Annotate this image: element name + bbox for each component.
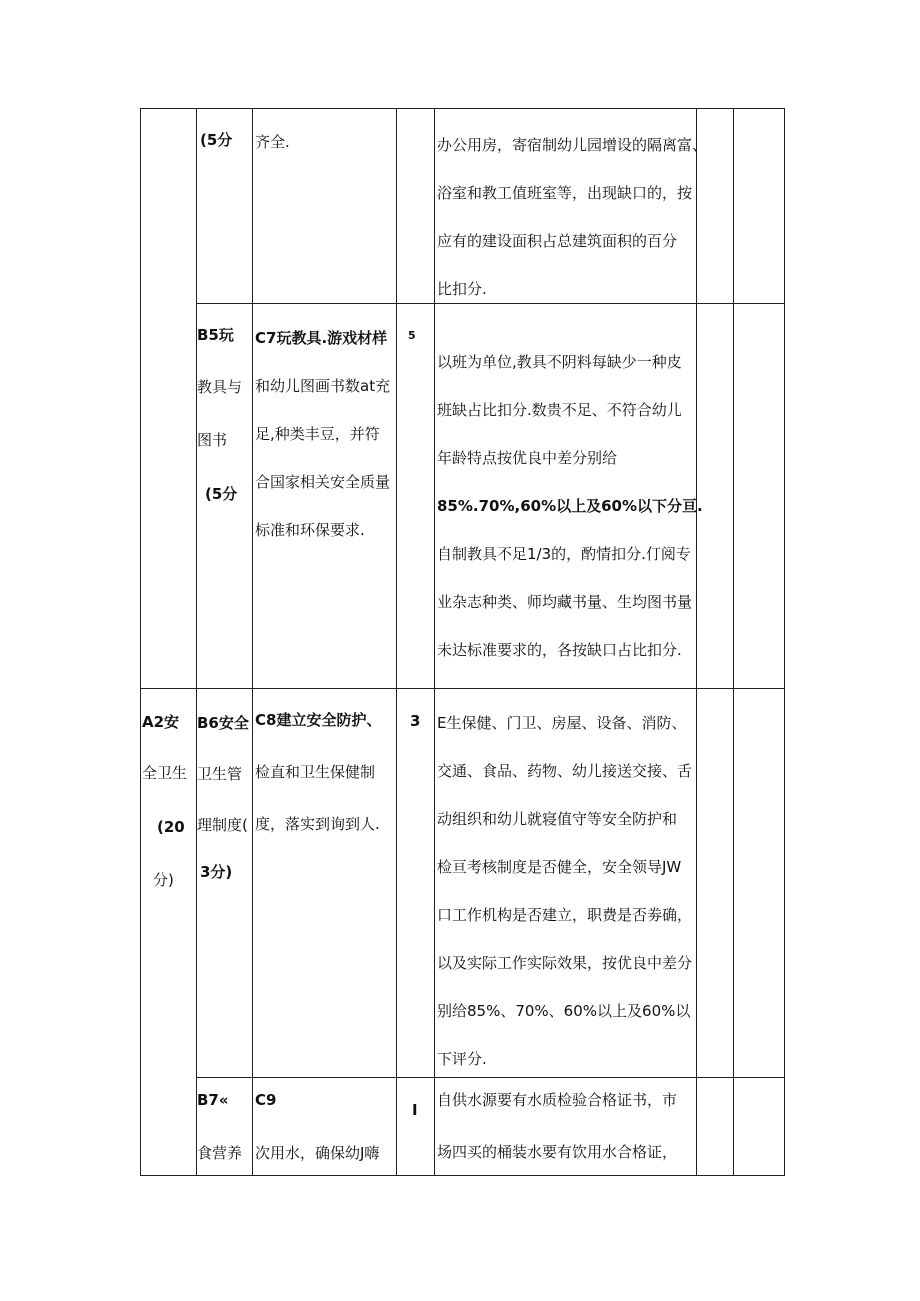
cell-c-line: 合国家相关安全质量	[255, 473, 391, 491]
cell-b-line: 食营养	[197, 1144, 243, 1162]
cell-a-line: 全卫生	[142, 764, 188, 782]
cell-d-line: 自供水源要有水质检验合格证书，市	[437, 1091, 678, 1109]
cell-d-line: 业杂志种类、师均藏书量、生均图书量	[437, 593, 693, 611]
cell-d-line: 浴室和教工值班室等，出现缺口的，按	[437, 184, 693, 202]
table-col-line	[252, 108, 253, 1176]
table-col-line	[733, 108, 734, 1176]
cell-a-line: A2安	[142, 713, 180, 731]
cell-b-line: 3分)	[200, 863, 233, 881]
table-col-line	[434, 108, 435, 1176]
cell-b-line: B7«	[197, 1091, 229, 1109]
cell-d-line: 自制教具不足1/3的，酌情扣分.仃阅专	[437, 545, 691, 563]
cell-b-line: 理制度(	[197, 816, 248, 834]
cell-c-line: 足,种类丰豆，并符	[255, 425, 380, 443]
table-col-line	[396, 108, 397, 1176]
cell-d-line: 口工作机构是否建立，职费是否劵确，	[437, 906, 693, 924]
table-row-line	[140, 108, 785, 109]
cell-d-line: 以班为单位,教具不阴料每缺少一种皮	[437, 353, 682, 371]
cell-d-line: 别给85%、70%、60%以上及60%以	[437, 1002, 691, 1020]
table-col-line	[784, 108, 785, 1176]
cell-c-line: 检直和卫生保健制	[255, 763, 376, 781]
table-row-line	[140, 688, 785, 689]
cell-c-line: C9	[255, 1091, 277, 1109]
cell-d-line: 未达标准要求的，各按缺口占比扣分.	[437, 641, 682, 659]
cell-c-line: 次用水，确保幼J嗨	[255, 1144, 380, 1162]
cell-b-line: 图书	[197, 431, 228, 449]
cell-d-line: 比扣分.	[437, 280, 487, 298]
cell-c-line: C8建立安全防护、	[255, 711, 382, 729]
cell-b-line: (5分	[205, 485, 238, 503]
score-value: 3	[410, 712, 421, 730]
table-col-line	[140, 108, 141, 1176]
cell-d-line: 应有的建设面积占总建筑面积的百分	[437, 232, 678, 250]
cell-c-line: 齐全.	[255, 133, 290, 151]
table-row-line	[140, 1175, 785, 1176]
cell-c-line: C7玩教具.游戏材样	[255, 329, 388, 347]
score-value: 5	[408, 329, 416, 342]
cell-c-line: 标准和环保要求.	[255, 521, 365, 539]
cell-d-line: 交通、食品、药物、幼儿接送交接、舌	[437, 762, 693, 780]
table-col-line	[696, 108, 697, 1176]
cell-d-line: 下评分.	[437, 1050, 487, 1068]
table-row-line	[196, 303, 785, 304]
table-col-line	[196, 108, 197, 1176]
cell-a-line: (20	[157, 818, 185, 836]
table-row-line	[196, 1077, 785, 1078]
cell-b-line: (5分	[200, 131, 233, 149]
cell-a-line: 分)	[153, 871, 174, 889]
cell-b-line: B5玩	[197, 326, 234, 344]
cell-d-line: E生保健、门卫、房屋、设备、消防、	[437, 714, 687, 732]
cell-b-line: B6安全	[197, 714, 249, 732]
cell-c-line: 度，落实到询到人.	[255, 815, 380, 833]
cell-b-line: 教具与	[197, 378, 243, 396]
cell-d-line: 办公用房，寄宿制幼儿园增设的隔离富、	[437, 136, 708, 154]
cell-b-line: 卫生管	[197, 765, 243, 783]
cell-d-line: 班缺占比扣分.数贵不足、不符合幼儿	[437, 401, 682, 419]
cell-d-line: 85%.70%,60%以上及60%以下分亘.	[437, 497, 703, 515]
cell-d-line: 年龄特点按优良中差分别给	[437, 449, 618, 467]
cell-d-line: 检亘考核制度是否健全，安全领导JW	[437, 858, 682, 876]
score-value: I	[412, 1101, 418, 1119]
cell-d-line: 动组织和幼儿就寝值守等安全防护和	[437, 810, 678, 828]
cell-d-line: 场四买的桶装水要有饮用水合格证，	[437, 1143, 678, 1161]
cell-c-line: 和幼儿图画书数at充	[255, 377, 391, 395]
cell-d-line: 以及实际工作实际效果，按优良中差分	[437, 954, 693, 972]
